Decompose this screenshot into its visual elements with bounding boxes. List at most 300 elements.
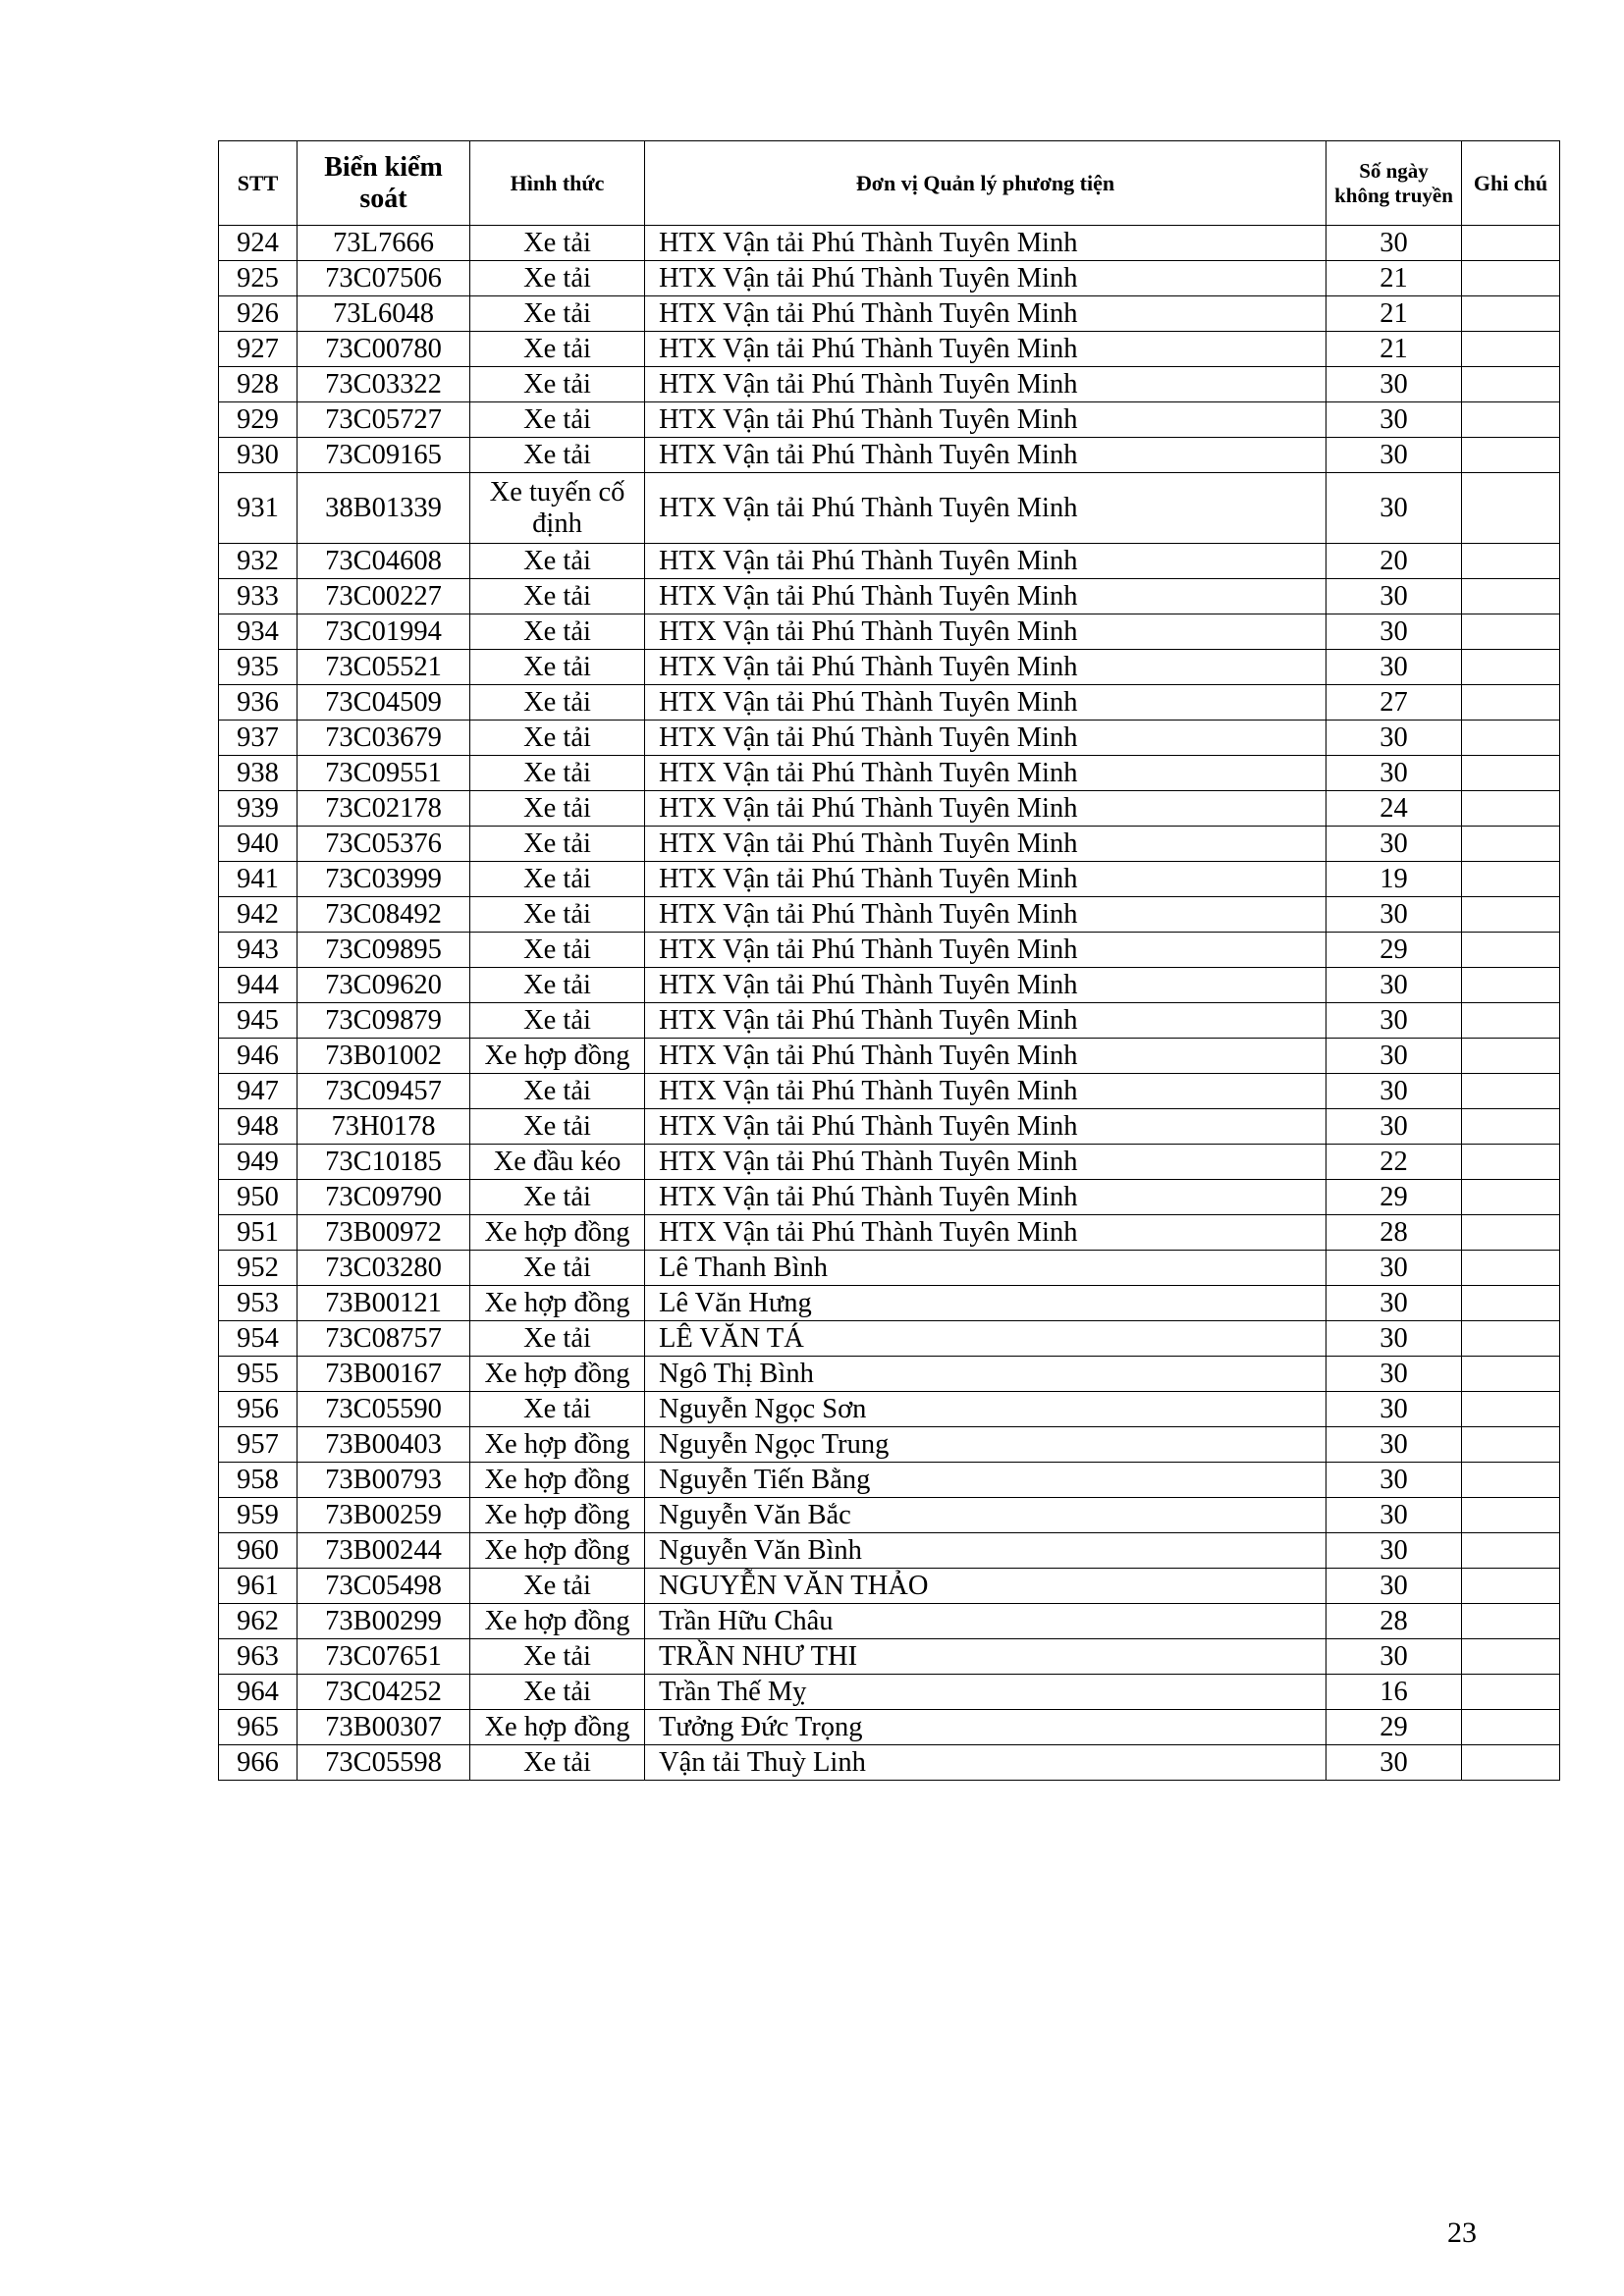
cell-days: 30 — [1326, 1745, 1462, 1781]
cell-stt: 940 — [219, 827, 298, 862]
table-row — [219, 721, 1560, 756]
cell-stt: 953 — [219, 1286, 298, 1321]
cell-days: 30 — [1326, 367, 1462, 402]
cell-type: Xe hợp đồng — [470, 1533, 645, 1569]
cell-plate: 73B00972 — [298, 1215, 470, 1251]
cell-stt: 939 — [219, 791, 298, 827]
table-row — [219, 897, 1560, 933]
cell-note — [1462, 721, 1560, 756]
cell-days: 28 — [1326, 1215, 1462, 1251]
cell-unit: HTX Vận tải Phú Thành Tuyên Minh — [645, 1109, 1326, 1145]
cell-type: Xe hợp đồng — [470, 1463, 645, 1498]
cell-unit: Lê Thanh Bình — [645, 1251, 1326, 1286]
cell-note — [1462, 332, 1560, 367]
cell-unit: TRẦN NHƯ THI — [645, 1639, 1326, 1675]
cell-unit: HTX Vận tải Phú Thành Tuyên Minh — [645, 897, 1326, 933]
cell-stt: 954 — [219, 1321, 298, 1357]
cell-stt: 961 — [219, 1569, 298, 1604]
vehicle-table — [218, 140, 1560, 1781]
cell-plate: 73C07651 — [298, 1639, 470, 1675]
cell-unit: HTX Vận tải Phú Thành Tuyên Minh — [645, 261, 1326, 296]
cell-plate: 38B01339 — [298, 473, 470, 544]
cell-note — [1462, 1357, 1560, 1392]
cell-unit: HTX Vận tải Phú Thành Tuyên Minh — [645, 1145, 1326, 1180]
table-row — [219, 1039, 1560, 1074]
cell-plate: 73C10185 — [298, 1145, 470, 1180]
cell-days: 30 — [1326, 438, 1462, 473]
cell-stt: 934 — [219, 614, 298, 650]
cell-unit: HTX Vận tải Phú Thành Tuyên Minh — [645, 402, 1326, 438]
cell-plate: 73C08492 — [298, 897, 470, 933]
cell-plate: 73C09457 — [298, 1074, 470, 1109]
cell-plate: 73C03999 — [298, 862, 470, 897]
cell-days: 30 — [1326, 1569, 1462, 1604]
cell-unit: HTX Vận tải Phú Thành Tuyên Minh — [645, 438, 1326, 473]
cell-type: Xe tải — [470, 332, 645, 367]
cell-note — [1462, 1745, 1560, 1781]
cell-stt: 964 — [219, 1675, 298, 1710]
cell-plate: 73H0178 — [298, 1109, 470, 1145]
table-row — [219, 367, 1560, 402]
cell-days: 29 — [1326, 933, 1462, 968]
cell-type: Xe hợp đồng — [470, 1604, 645, 1639]
cell-stt: 942 — [219, 897, 298, 933]
cell-stt: 938 — [219, 756, 298, 791]
cell-plate: 73B00307 — [298, 1710, 470, 1745]
cell-type: Xe tải — [470, 721, 645, 756]
cell-type: Xe tải — [470, 226, 645, 261]
cell-plate: 73C05376 — [298, 827, 470, 862]
cell-unit: HTX Vận tải Phú Thành Tuyên Minh — [645, 614, 1326, 650]
table-row — [219, 650, 1560, 685]
table-row — [219, 1533, 1560, 1569]
cell-unit: HTX Vận tải Phú Thành Tuyên Minh — [645, 296, 1326, 332]
cell-plate: 73C04608 — [298, 544, 470, 579]
cell-plate: 73C05498 — [298, 1569, 470, 1604]
cell-note — [1462, 968, 1560, 1003]
cell-unit: HTX Vận tải Phú Thành Tuyên Minh — [645, 473, 1326, 544]
cell-stt: 952 — [219, 1251, 298, 1286]
cell-type: Xe hợp đồng — [470, 1039, 645, 1074]
cell-days: 27 — [1326, 685, 1462, 721]
cell-stt: 927 — [219, 332, 298, 367]
cell-unit: HTX Vận tải Phú Thành Tuyên Minh — [645, 933, 1326, 968]
header-row — [219, 141, 1560, 226]
cell-type: Xe tải — [470, 296, 645, 332]
cell-days: 21 — [1326, 296, 1462, 332]
header-note: Ghi chú — [1462, 141, 1560, 226]
cell-note — [1462, 1074, 1560, 1109]
cell-unit: NGUYỄN VĂN THẢO — [645, 1569, 1326, 1604]
cell-type: Xe hợp đồng — [470, 1286, 645, 1321]
cell-type: Xe tải — [470, 367, 645, 402]
cell-unit: Tưởng Đức Trọng — [645, 1710, 1326, 1745]
cell-days: 30 — [1326, 1251, 1462, 1286]
cell-stt: 956 — [219, 1392, 298, 1427]
table-row — [219, 296, 1560, 332]
cell-stt: 944 — [219, 968, 298, 1003]
cell-stt: 925 — [219, 261, 298, 296]
cell-type: Xe tải — [470, 579, 645, 614]
cell-unit: Nguyễn Văn Bình — [645, 1533, 1326, 1569]
cell-days: 30 — [1326, 968, 1462, 1003]
cell-stt: 955 — [219, 1357, 298, 1392]
cell-unit: HTX Vận tải Phú Thành Tuyên Minh — [645, 1039, 1326, 1074]
table-row — [219, 473, 1560, 544]
cell-plate: 73L7666 — [298, 226, 470, 261]
cell-stt: 966 — [219, 1745, 298, 1781]
cell-stt: 950 — [219, 1180, 298, 1215]
cell-days: 30 — [1326, 1533, 1462, 1569]
table-row — [219, 685, 1560, 721]
table-header — [219, 141, 1560, 226]
table-row — [219, 933, 1560, 968]
cell-type: Xe tải — [470, 438, 645, 473]
cell-days: 30 — [1326, 1498, 1462, 1533]
cell-unit: Vận tải Thuỳ Linh — [645, 1745, 1326, 1781]
cell-unit: HTX Vận tải Phú Thành Tuyên Minh — [645, 332, 1326, 367]
table-row — [219, 791, 1560, 827]
cell-note — [1462, 614, 1560, 650]
cell-plate: 73C04252 — [298, 1675, 470, 1710]
cell-type: Xe tải — [470, 933, 645, 968]
cell-type: Xe tải — [470, 827, 645, 862]
cell-note — [1462, 1251, 1560, 1286]
cell-note — [1462, 650, 1560, 685]
cell-note — [1462, 897, 1560, 933]
cell-type: Xe tải — [470, 614, 645, 650]
cell-type: Xe hợp đồng — [470, 1427, 645, 1463]
cell-days: 30 — [1326, 1074, 1462, 1109]
cell-days: 30 — [1326, 1392, 1462, 1427]
cell-days: 30 — [1326, 756, 1462, 791]
cell-note — [1462, 1039, 1560, 1074]
cell-note — [1462, 685, 1560, 721]
cell-days: 22 — [1326, 1145, 1462, 1180]
cell-note — [1462, 1639, 1560, 1675]
cell-unit: Lê Văn Hưng — [645, 1286, 1326, 1321]
cell-plate: 73C03280 — [298, 1251, 470, 1286]
cell-stt: 937 — [219, 721, 298, 756]
cell-note — [1462, 1286, 1560, 1321]
cell-days: 30 — [1326, 226, 1462, 261]
table-row — [219, 1569, 1560, 1604]
cell-unit: Nguyễn Tiến Bằng — [645, 1463, 1326, 1498]
cell-unit: HTX Vận tải Phú Thành Tuyên Minh — [645, 650, 1326, 685]
cell-plate: 73C05598 — [298, 1745, 470, 1781]
cell-note — [1462, 1321, 1560, 1357]
cell-days: 30 — [1326, 827, 1462, 862]
cell-days: 20 — [1326, 544, 1462, 579]
header-unit: Đơn vị Quản lý phương tiện — [645, 141, 1326, 226]
cell-plate: 73C05590 — [298, 1392, 470, 1427]
table-row — [219, 579, 1560, 614]
cell-note — [1462, 579, 1560, 614]
table-row — [219, 1498, 1560, 1533]
header-days: Số ngày không truyền — [1326, 141, 1462, 226]
cell-plate: 73C00227 — [298, 579, 470, 614]
table-row — [219, 261, 1560, 296]
table-row — [219, 862, 1560, 897]
cell-days: 30 — [1326, 1321, 1462, 1357]
cell-days: 30 — [1326, 1003, 1462, 1039]
cell-type: Xe tải — [470, 1109, 645, 1145]
cell-plate: 73C08757 — [298, 1321, 470, 1357]
cell-stt: 931 — [219, 473, 298, 544]
cell-type: Xe đầu kéo — [470, 1145, 645, 1180]
cell-type: Xe tải — [470, 261, 645, 296]
cell-type: Xe tải — [470, 544, 645, 579]
cell-stt: 930 — [219, 438, 298, 473]
table-body — [219, 226, 1560, 1781]
cell-note — [1462, 226, 1560, 261]
cell-note — [1462, 756, 1560, 791]
cell-type: Xe tải — [470, 1251, 645, 1286]
cell-note — [1462, 296, 1560, 332]
table-row — [219, 1463, 1560, 1498]
cell-type: Xe tải — [470, 402, 645, 438]
cell-type: Xe tải — [470, 1569, 645, 1604]
cell-type: Xe tuyến cố định — [470, 473, 645, 544]
cell-stt: 957 — [219, 1427, 298, 1463]
cell-unit: HTX Vận tải Phú Thành Tuyên Minh — [645, 827, 1326, 862]
cell-days: 21 — [1326, 332, 1462, 367]
cell-unit: HTX Vận tải Phú Thành Tuyên Minh — [645, 1180, 1326, 1215]
cell-type: Xe tải — [470, 1074, 645, 1109]
cell-plate: 73B00403 — [298, 1427, 470, 1463]
cell-note — [1462, 1180, 1560, 1215]
cell-days: 30 — [1326, 897, 1462, 933]
cell-plate: 73C09895 — [298, 933, 470, 968]
cell-stt: 947 — [219, 1074, 298, 1109]
cell-plate: 73B00793 — [298, 1463, 470, 1498]
cell-note — [1462, 1463, 1560, 1498]
cell-type: Xe tải — [470, 1003, 645, 1039]
cell-stt: 965 — [219, 1710, 298, 1745]
cell-note — [1462, 367, 1560, 402]
table-row — [219, 614, 1560, 650]
cell-stt: 924 — [219, 226, 298, 261]
cell-plate: 73C09790 — [298, 1180, 470, 1215]
cell-note — [1462, 1215, 1560, 1251]
cell-plate: 73B00244 — [298, 1533, 470, 1569]
cell-unit: HTX Vận tải Phú Thành Tuyên Minh — [645, 1003, 1326, 1039]
table-row — [219, 1675, 1560, 1710]
table-row — [219, 756, 1560, 791]
cell-days: 30 — [1326, 473, 1462, 544]
table-row — [219, 1321, 1560, 1357]
table-row — [219, 1710, 1560, 1745]
cell-type: Xe tải — [470, 650, 645, 685]
cell-note — [1462, 1675, 1560, 1710]
page-number: 23 — [1447, 2216, 1477, 2249]
cell-plate: 73B00167 — [298, 1357, 470, 1392]
cell-unit: LÊ VĂN TÁ — [645, 1321, 1326, 1357]
cell-unit: HTX Vận tải Phú Thành Tuyên Minh — [645, 862, 1326, 897]
cell-note — [1462, 1498, 1560, 1533]
cell-plate: 73C03322 — [298, 367, 470, 402]
cell-plate: 73L6048 — [298, 296, 470, 332]
cell-note — [1462, 827, 1560, 862]
cell-plate: 73C05521 — [298, 650, 470, 685]
cell-type: Xe tải — [470, 1392, 645, 1427]
cell-days: 30 — [1326, 1427, 1462, 1463]
cell-type: Xe hợp đồng — [470, 1357, 645, 1392]
cell-days: 28 — [1326, 1604, 1462, 1639]
table-row — [219, 1180, 1560, 1215]
cell-type: Xe tải — [470, 685, 645, 721]
table-row — [219, 968, 1560, 1003]
cell-note — [1462, 862, 1560, 897]
table-row — [219, 438, 1560, 473]
cell-unit: HTX Vận tải Phú Thành Tuyên Minh — [645, 968, 1326, 1003]
cell-stt: 959 — [219, 1498, 298, 1533]
cell-stt: 935 — [219, 650, 298, 685]
cell-plate: 73C00780 — [298, 332, 470, 367]
cell-unit: Trần Thế Mỵ — [645, 1675, 1326, 1710]
cell-type: Xe hợp đồng — [470, 1710, 645, 1745]
cell-days: 29 — [1326, 1180, 1462, 1215]
cell-stt: 949 — [219, 1145, 298, 1180]
table-row — [219, 1639, 1560, 1675]
table-row — [219, 1074, 1560, 1109]
table-row — [219, 544, 1560, 579]
cell-stt: 941 — [219, 862, 298, 897]
cell-unit: Nguyễn Văn Bắc — [645, 1498, 1326, 1533]
cell-unit: HTX Vận tải Phú Thành Tuyên Minh — [645, 1215, 1326, 1251]
table-row — [219, 1427, 1560, 1463]
cell-plate: 73C03679 — [298, 721, 470, 756]
table-row — [219, 1109, 1560, 1145]
cell-unit: HTX Vận tải Phú Thành Tuyên Minh — [645, 367, 1326, 402]
cell-days: 30 — [1326, 650, 1462, 685]
table-row — [219, 1145, 1560, 1180]
cell-note — [1462, 1109, 1560, 1145]
cell-plate: 73B00121 — [298, 1286, 470, 1321]
cell-plate: 73B00259 — [298, 1498, 470, 1533]
cell-note — [1462, 1392, 1560, 1427]
cell-plate: 73B01002 — [298, 1039, 470, 1074]
cell-unit: HTX Vận tải Phú Thành Tuyên Minh — [645, 226, 1326, 261]
cell-type: Xe tải — [470, 1675, 645, 1710]
table-row — [219, 1604, 1560, 1639]
cell-note — [1462, 1710, 1560, 1745]
cell-days: 16 — [1326, 1675, 1462, 1710]
cell-plate: 73B00299 — [298, 1604, 470, 1639]
cell-stt: 962 — [219, 1604, 298, 1639]
cell-unit: Nguyễn Ngọc Trung — [645, 1427, 1326, 1463]
cell-stt: 945 — [219, 1003, 298, 1039]
cell-days: 30 — [1326, 1286, 1462, 1321]
cell-days: 30 — [1326, 1357, 1462, 1392]
cell-note — [1462, 1003, 1560, 1039]
cell-days: 30 — [1326, 1109, 1462, 1145]
cell-days: 30 — [1326, 1039, 1462, 1074]
cell-days: 19 — [1326, 862, 1462, 897]
cell-note — [1462, 438, 1560, 473]
cell-days: 30 — [1326, 1639, 1462, 1675]
cell-type: Xe tải — [470, 897, 645, 933]
cell-stt: 948 — [219, 1109, 298, 1145]
cell-days: 29 — [1326, 1710, 1462, 1745]
cell-note — [1462, 1604, 1560, 1639]
cell-plate: 73C09551 — [298, 756, 470, 791]
cell-note — [1462, 933, 1560, 968]
cell-stt: 958 — [219, 1463, 298, 1498]
cell-days: 24 — [1326, 791, 1462, 827]
table-row — [219, 827, 1560, 862]
cell-type: Xe tải — [470, 756, 645, 791]
cell-stt: 926 — [219, 296, 298, 332]
cell-note — [1462, 1533, 1560, 1569]
cell-days: 30 — [1326, 614, 1462, 650]
cell-plate: 73C04509 — [298, 685, 470, 721]
cell-stt: 963 — [219, 1639, 298, 1675]
cell-type: Xe tải — [470, 1639, 645, 1675]
table-row — [219, 1215, 1560, 1251]
header-type: Hình thức — [470, 141, 645, 226]
cell-note — [1462, 473, 1560, 544]
cell-stt: 936 — [219, 685, 298, 721]
header-stt: STT — [219, 141, 298, 226]
cell-note — [1462, 1427, 1560, 1463]
header-plate: Biển kiểm soát — [298, 141, 470, 226]
cell-type: Xe tải — [470, 1745, 645, 1781]
cell-plate: 73C09879 — [298, 1003, 470, 1039]
cell-unit: HTX Vận tải Phú Thành Tuyên Minh — [645, 756, 1326, 791]
cell-type: Xe tải — [470, 791, 645, 827]
cell-type: Xe tải — [470, 862, 645, 897]
cell-plate: 73C02178 — [298, 791, 470, 827]
table-row — [219, 1251, 1560, 1286]
table-row — [219, 1357, 1560, 1392]
cell-note — [1462, 1569, 1560, 1604]
cell-unit: HTX Vận tải Phú Thành Tuyên Minh — [645, 685, 1326, 721]
cell-stt: 933 — [219, 579, 298, 614]
cell-unit: Trần Hữu Châu — [645, 1604, 1326, 1639]
cell-stt: 946 — [219, 1039, 298, 1074]
cell-stt: 929 — [219, 402, 298, 438]
cell-type: Xe tải — [470, 1321, 645, 1357]
cell-stt: 951 — [219, 1215, 298, 1251]
cell-unit: Ngô Thị Bình — [645, 1357, 1326, 1392]
cell-note — [1462, 791, 1560, 827]
cell-unit: HTX Vận tải Phú Thành Tuyên Minh — [645, 579, 1326, 614]
cell-note — [1462, 261, 1560, 296]
table-row — [219, 1392, 1560, 1427]
cell-plate: 73C01994 — [298, 614, 470, 650]
cell-plate: 73C05727 — [298, 402, 470, 438]
cell-unit: HTX Vận tải Phú Thành Tuyên Minh — [645, 721, 1326, 756]
cell-stt: 943 — [219, 933, 298, 968]
cell-unit: HTX Vận tải Phú Thành Tuyên Minh — [645, 1074, 1326, 1109]
cell-unit: HTX Vận tải Phú Thành Tuyên Minh — [645, 544, 1326, 579]
cell-stt: 932 — [219, 544, 298, 579]
table-row — [219, 1745, 1560, 1781]
table-row — [219, 402, 1560, 438]
cell-note — [1462, 1145, 1560, 1180]
cell-note — [1462, 544, 1560, 579]
table-row — [219, 332, 1560, 367]
cell-days: 30 — [1326, 579, 1462, 614]
table-row — [219, 1003, 1560, 1039]
cell-type: Xe tải — [470, 968, 645, 1003]
table-row — [219, 226, 1560, 261]
cell-days: 30 — [1326, 1463, 1462, 1498]
cell-plate: 73C09620 — [298, 968, 470, 1003]
cell-type: Xe tải — [470, 1180, 645, 1215]
cell-type: Xe hợp đồng — [470, 1498, 645, 1533]
